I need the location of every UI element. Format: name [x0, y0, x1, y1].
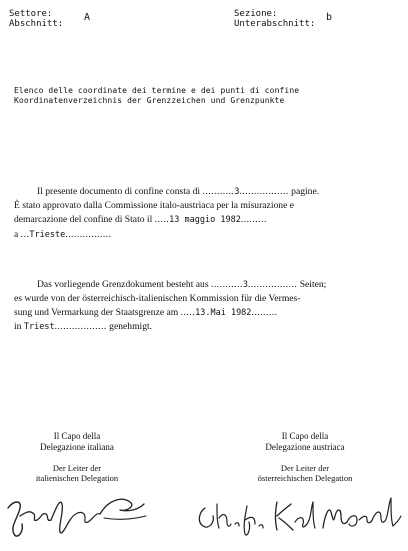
italian-line-1 — [37, 185, 319, 199]
italian-line-4 — [14, 228, 112, 242]
german-date-value: 13.Mai 1982 — [195, 308, 252, 318]
italian-delegation-label-it: Delegazione italiana — [40, 442, 114, 452]
sector-label-de: Abschnitt: — [9, 19, 64, 29]
german-line-2: es wurde von der österreichisch-italienischen Kommission für die Vermes- — [14, 293, 301, 304]
dotted-fill: ... — [20, 229, 30, 240]
german-approved-text: genehmigt. — [109, 321, 153, 332]
austrian-head-label-de: Der Leiter der — [280, 463, 330, 473]
dotted-fill: ..... — [154, 214, 170, 225]
section-label-de: Unterabschnitt: — [234, 19, 316, 29]
italian-signature — [4, 486, 154, 546]
italian-place-text: a — [14, 229, 19, 240]
italian-pages-unit: pagine. — [291, 186, 320, 197]
german-line-4 — [14, 320, 152, 334]
dotted-fill: ................ — [65, 229, 112, 240]
sector-label-it: Settore: — [9, 9, 53, 19]
german-place-text: in — [14, 321, 22, 332]
title-italian: Elenco delle coordinate dei termine e dei punti di confine — [14, 86, 300, 95]
dotted-fill: ................. — [239, 186, 289, 197]
italian-delegation-label-de: italienischen Delegation — [35, 473, 119, 483]
italian-pages-text: Il presente documento di confine consta di — [37, 186, 201, 197]
german-pages-text: Das vorliegende Grenzdokument besteht aus — [37, 279, 209, 290]
dotted-fill: ................. — [248, 279, 298, 290]
sector-value: A — [84, 12, 91, 23]
italian-place-value: Trieste — [29, 230, 66, 240]
german-line-1 — [37, 278, 326, 292]
section-label-it: Sezione: — [234, 9, 278, 19]
italian-date-value: 13 maggio 1982 — [169, 215, 241, 225]
austrian-head-label-it: Il Capo della — [281, 431, 329, 441]
dotted-fill: ........... — [210, 279, 243, 290]
german-pages-value: 3 — [242, 280, 248, 290]
austrian-signature — [195, 486, 405, 546]
dotted-fill: ......... — [251, 307, 278, 318]
dotted-fill: ..... — [180, 307, 196, 318]
italian-head-label-de: Der Leiter der — [52, 463, 102, 473]
title-german: Koordinatenverzeichnis der Grenzzeichen und Grenzpunkte — [14, 96, 285, 105]
italian-pages-value: 3 — [234, 187, 240, 197]
german-line-3 — [14, 306, 278, 320]
italian-delegation-block — [12, 431, 142, 483]
dotted-fill: ......... — [240, 214, 267, 225]
austrian-delegation-label-de: österreichischen Delegation — [257, 473, 353, 483]
austrian-delegation-block — [235, 431, 375, 483]
german-pages-unit: Seiten; — [299, 279, 327, 290]
italian-head-label-it: Il Capo della — [53, 431, 101, 441]
dotted-fill: .................. — [54, 321, 107, 332]
dotted-fill: ........... — [202, 186, 235, 197]
italian-line-3 — [14, 213, 267, 227]
italian-date-text: demarcazione del confine di Stato il — [14, 214, 153, 225]
italian-line-2: È stato approvato dalla Commissione italo-austriaca per la misurazione e — [14, 200, 294, 211]
german-place-value: Triest — [23, 322, 55, 332]
german-date-text: sung und Vermarkung der Staatsgrenze am — [14, 307, 179, 318]
austrian-delegation-label-it: Delegazione austriaca — [265, 442, 345, 452]
section-value: b — [326, 12, 333, 23]
